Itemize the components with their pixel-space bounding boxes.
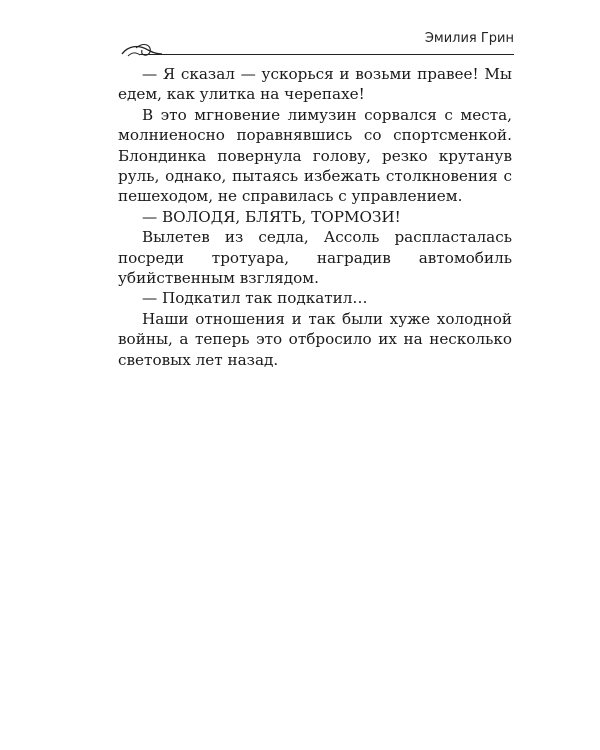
paragraph: В это мгновение лимузин сорвался с места, молниеносно поравнявшись со спортсменкой. Блондинка повернула голову, резко крутанув руль, однако, пытаясь избежать столкновения с пешеходом, не справилась с управлением. (118, 105, 512, 206)
paragraph: — Я сказал — ускорься и возьми правее! Мы едем, как улитка на черепахе! (118, 65, 512, 104)
paragraph: — ВОЛОДЯ, БЛЯТЬ, ТОРМОЗИ! (142, 207, 401, 226)
quill-flourish-icon (118, 38, 178, 60)
paragraph: Вылетев из седла, Ассоль распласталась посреди тротуара, наградив автомобиль убийственным взглядом. (118, 228, 512, 288)
paragraph: — Подкатил так подкатил… (142, 289, 368, 308)
paragraph: Наши отношения и так были хуже холодной войны, а теперь это отбросило их на несколько световых лет назад. (118, 309, 512, 369)
body-text (118, 64, 512, 370)
header-rule (140, 54, 514, 55)
author-name: Эмилия Грин (424, 31, 514, 46)
running-header (118, 28, 514, 60)
